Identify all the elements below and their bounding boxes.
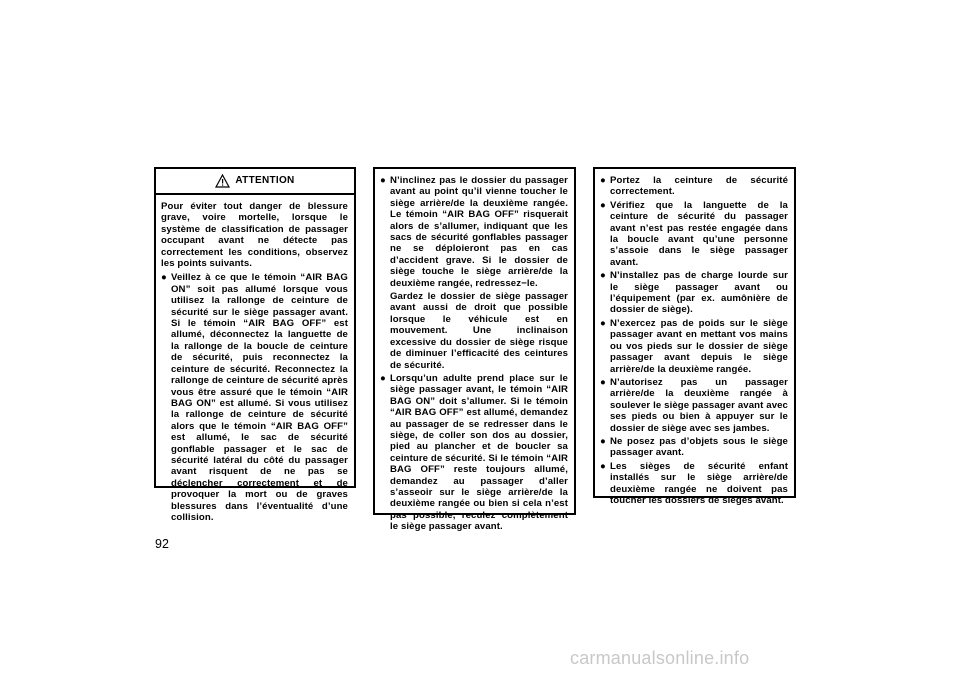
attention-box: [154, 167, 356, 523]
list-item: [600, 318, 788, 375]
list-item: [600, 270, 788, 316]
bullet-icon: ●: [600, 175, 606, 186]
list-item: [600, 461, 788, 507]
list-item-text: Lorsqu’un adulte prend place sur le siège passager avant, le témoin “AIR BAG ON” doit s’allumer. Si le témoin “AIR BAG OFF” est allumé, demandez au passager de se redresser dans le siège, de coller son dos au dossier, pied au plancher et de boucler sa ceinture de sécurité. Si le témoin “AIR BAG OFF” reste toujours allumé, demandez au passager d’aller s’asseoir sur le siège arrière/de la deuxième rangée ou bien si cela n’est pas possible, reculez complètement le siège passager avant.: [390, 372, 568, 533]
bullet-icon: ●: [600, 317, 606, 329]
list-item-text: N’autorisez pas un passager arrière/de la deuxième rangée à soulever le siège passager avant avec ses pieds ou bien à appuyer sur le dossier de siège avec ses jambes.: [610, 376, 788, 434]
warning-triangle-icon: [215, 174, 230, 188]
list-item-text: Vérifiez que la languette de la ceinture de sécurité du passager avant n’est pas restée engagée dans la boucle avant qu’une personne s’assoie dans le siège passager avant.: [610, 199, 788, 268]
list-item: [600, 377, 788, 434]
list-item: [380, 175, 568, 289]
bullet-icon: ●: [380, 175, 386, 186]
list-item-text: N’installez pas de charge lourde sur le siège passager avant ou l’équipement (par ex. aumônière de dossier de siège).: [610, 270, 788, 316]
watermark: carmanualsonline.info: [570, 648, 750, 668]
list-item: [600, 436, 788, 459]
right-box: [593, 167, 796, 506]
bullet-icon: ●: [600, 199, 606, 211]
list-item-text: Veillez à ce que le témoin “AIR BAG ON” soit pas allumé lorsque vous utilisez la rallonge de ceinture de sécurité sur le siège passager avant. Si le témoin “AIR BAG OFF” est allumé, déconnectez la languette de la rallonge de la boucle de ceinture de sécurité, puis reconnectez la ceinture de sécurité. Reconnectez la rallonge de ceinture de sécurité après vous être assuré que le témoin “AIR BAG ON” est allumé. Si vous utilisez la rallonge de ceinture de sécurité alors que le témoin “AIR BAG OFF” est allumé, le sac de sécurité gonflable passager et le sac de sécurité latéral du côté du passager avant risquent de ne pas se déclencher correctement et de provoquer la mort ou de graves blessures dans l’éventualité d’une collision.: [171, 272, 348, 523]
bullet-icon: ●: [600, 460, 606, 472]
bullet-icon: ●: [600, 270, 606, 282]
list-item: [380, 373, 568, 533]
attention-intro: Pour éviter tout danger de blessure grave, voire mortelle, lorsque le système de classification de passager occupant avant ne détecte pas correctement les conditions, observez les points suivants.: [161, 201, 348, 270]
bullet-icon: ●: [600, 435, 606, 447]
list-item-text: N’inclinez pas le dossier du passager avant au point qu’il vienne toucher le siège arrière/de la deuxième rangée. Le témoin “AIR BAG OFF” risquerait alors de s’allumer, indiquant que les sacs de sécurité gonflables passager ne se déploieront pas en cas d’accident grave. Si le dossier de siège touche le siège arrière/de la deuxième rangée, redressez−le.: [390, 175, 568, 289]
bullet-icon: ●: [600, 376, 606, 388]
attention-title: ATTENTION: [235, 175, 295, 187]
list-item: [161, 272, 348, 523]
bullet-icon: ●: [380, 372, 386, 384]
page-number: 92: [155, 537, 169, 551]
list-item: [600, 200, 788, 268]
list-item-text: N’exercez pas de poids sur le siège passager avant en mettant vos mains ou vos pieds sur le dossier de siège passager avant depuis le siège arrière/de la deuxième rangée.: [610, 317, 788, 375]
list-item-text: Portez la ceinture de sécurité correctement.: [610, 175, 788, 198]
list-item-text: Ne posez pas d’objets sous le siège passager avant.: [610, 435, 788, 459]
bullet-icon: ●: [161, 272, 167, 284]
list-item-continuation: Gardez le dossier de siège passager avant aussi de droit que possible lorsque le véhicule est en mouvement. Une inclinaison excessive du dossier de siège risque de diminuer l’efficacité des ceintures de sécurité.: [390, 291, 568, 371]
attention-header: [156, 169, 354, 195]
list-item-text: Les sièges de sécurité enfant installés sur le siège arrière/de deuxième rangée ne doivent pas toucher les dossiers de sièges avant.: [610, 460, 788, 506]
list-item: [600, 175, 788, 198]
middle-box: [373, 167, 576, 533]
